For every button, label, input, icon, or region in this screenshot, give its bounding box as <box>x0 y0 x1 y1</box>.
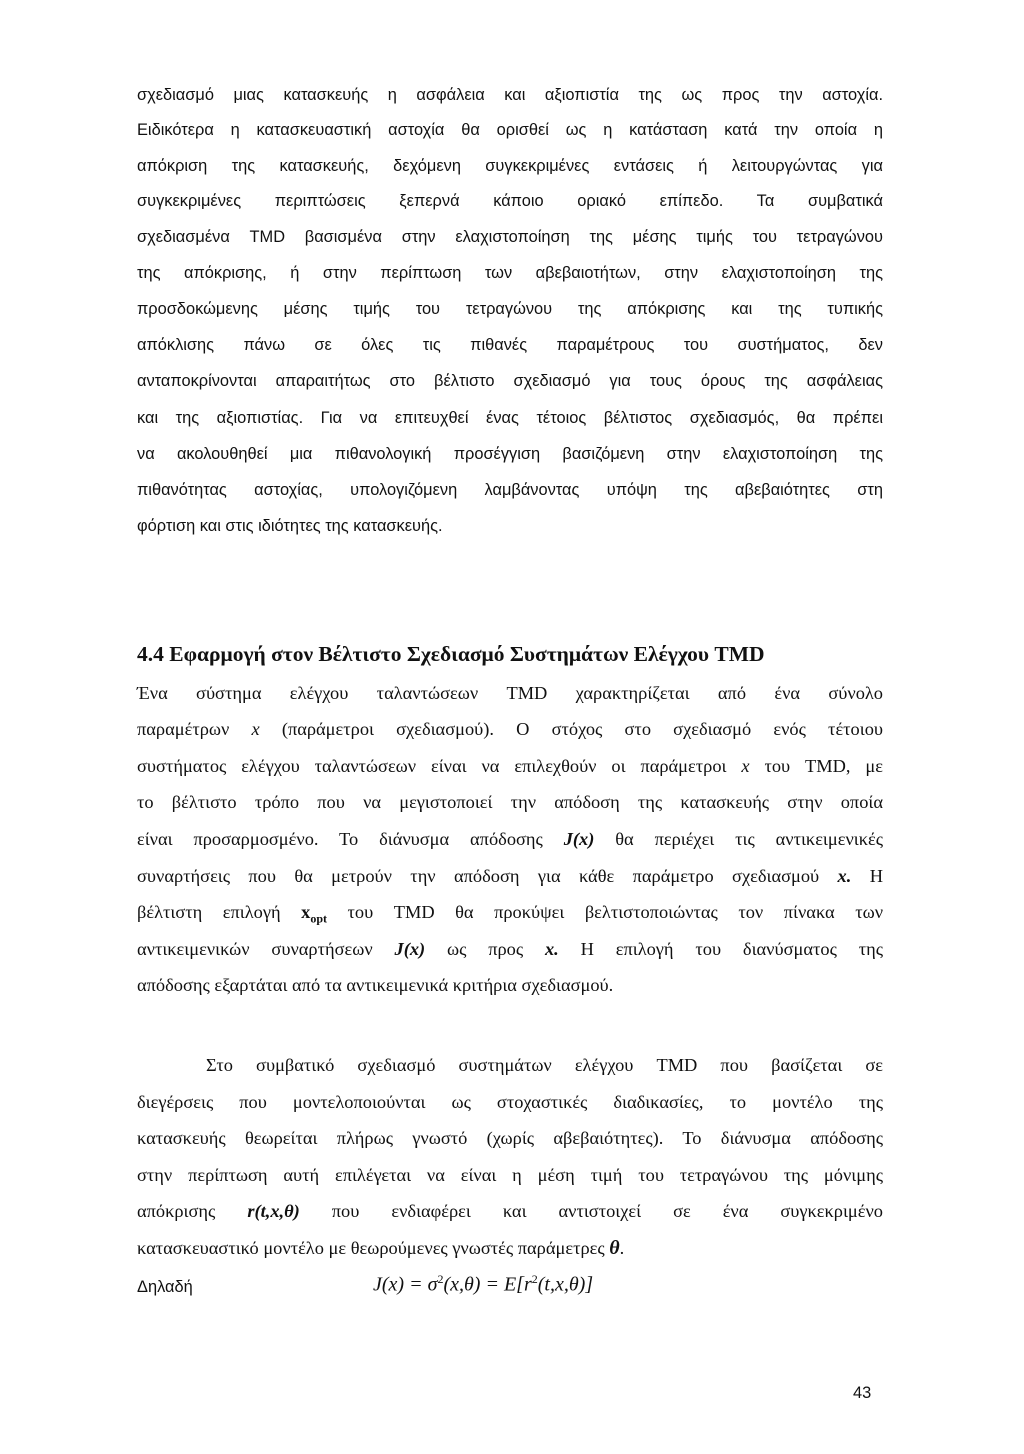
text-span: του TMD θα προκύψει βελτιστοποιώντας τον πίνακα των <box>327 902 884 922</box>
text-line: φόρτιση και στις ιδιότητες της κατασκευής. <box>137 517 443 535</box>
text-line <box>137 755 883 777</box>
text-line: σχεδιασμό μιας κατασκευής η ασφάλεια και αξιοπιστία της ως προς την αστοχία. <box>137 86 883 104</box>
text-line: απόκριση της κατασκευής, δεχόμενη συγκεκριμένες εντάσεις ή λειτουργώντας για <box>137 157 883 175</box>
text-line: στην περίπτωση αυτή επιλέγεται να είναι η μέση τιμή του τετραγώνου της μόνιμης <box>137 1165 883 1185</box>
text-line: συγκεκριμένες περιπτώσεις ξεπερνά κάποιο οριακό επίπεδο. Τα συμβατικά <box>137 192 883 210</box>
text-line: της απόκρισης, ή στην περίπτωση των αβεβαιοτήτων, στην ελαχιστοποίηση της <box>137 264 883 282</box>
text-line <box>137 1237 883 1259</box>
text-line: και της αξιοπιστίας. Για να επιτευχθεί ένας τέτοιος βέλτιστος σχεδιασμός, θα πρέπει <box>137 409 883 427</box>
text-span: είναι προσαρμοσμένο. Το διάνυσμα απόδοσης <box>137 829 564 849</box>
text-span: συστήματος ελέγχου ταλαντώσεων είναι να επιλεχθούν οι παράμετροι <box>137 756 742 776</box>
equation-middle: (x,θ) = E[r <box>443 1273 532 1296</box>
text-line: Ένα σύστημα ελέγχου ταλαντώσεων TMD χαρακτηρίζεται από ένα σύνολο <box>137 683 883 703</box>
text-line: Ειδικότερα η κατασκευαστική αστοχία θα ορισθεί ως η κατάσταση κατά την οποία η <box>137 121 883 139</box>
text-line <box>137 865 883 887</box>
text-span: κατασκευαστικό μοντέλο με θεωρούμενες γνωστές παράμετρες <box>137 1238 610 1258</box>
text-line: απόδοσης εξαρτάται από τα αντικειμενικά κριτήρια σχεδιασμού. <box>137 975 614 995</box>
theta-symbol: θ <box>609 1237 620 1259</box>
text-line <box>137 828 883 850</box>
equation-label: Δηλαδή <box>137 1278 193 1296</box>
text-line: σχεδιασμένα TMD βασισμένα στην ελαχιστοποίηση της μέσης τιμής του τετραγώνου <box>137 228 883 246</box>
text-line: προσδοκώμενης μέσης τιμής του τετραγώνου της απόκρισης και της τυπικής <box>137 300 883 318</box>
equation-superscript: 2 <box>531 1272 538 1286</box>
equation-rhs: (t,x,θ)] <box>537 1273 594 1296</box>
text-line: να ακολουθηθεί μια πιθανολογική προσέγγιση βασιζόμενη στην ελαχιστοποίηση της <box>137 445 883 463</box>
text-span: του TMD, με <box>749 756 883 776</box>
equation-lhs: J(x) = σ <box>373 1273 438 1296</box>
text-span: απόκρισης <box>137 1201 248 1221</box>
text-span: θα περιέχει τις αντικειμενικές <box>594 829 883 849</box>
text-line: κατασκευής θεωρείται πλήρως γνωστό (χωρίς αβεβαιότητες). Το διάνυσμα απόδοσης <box>137 1128 883 1148</box>
text-line: ανταποκρίνονται απαραιτήτως στο βέλτιστο σχεδιασμό για τους όρους της ασφάλειας <box>137 372 883 390</box>
text-span: Η επιλογή του διανύσματος της <box>558 939 883 959</box>
x-opt-subscript: opt <box>310 911 327 926</box>
equation <box>373 1272 593 1297</box>
text-line: πιθανότητας αστοχίας, υπολογιζόμενη λαμβάνοντας υπόψη της αβεβαιότητες στη <box>137 481 883 499</box>
text-line <box>137 1200 883 1222</box>
x-opt-symbol <box>301 902 327 926</box>
vector-x: x. <box>544 939 559 959</box>
response-function: r(t,x,θ) <box>247 1201 300 1221</box>
text-span: αντικειμενικών συναρτήσεων <box>137 939 395 959</box>
text-line: απόκλισης πάνω σε όλες τις πιθανές παραμέτρους του συστήματος, δεν <box>137 336 883 354</box>
text-span: . <box>619 1238 625 1258</box>
text-span: (παράμετροι σχεδιασμού). Ο στόχος στο σχεδιασμό ενός τέτοιου <box>259 719 883 739</box>
section-heading: 4.4 Εφαρμογή στον Βέλτιστο Σχεδιασμό Συστημάτων Ελέγχου TMD <box>137 642 765 666</box>
vector-x: x <box>741 756 750 776</box>
text-line: Στο συμβατικό σχεδιασμό συστημάτων ελέγχου TMD που βασίζεται σε <box>206 1055 883 1075</box>
page-number: 43 <box>853 1384 872 1402</box>
equation-superscript: 2 <box>437 1272 444 1286</box>
text-span: συναρτήσεις που θα μετρούν την απόδοση για κάθε παράμετρο σχεδιασμού <box>137 866 838 886</box>
text-span: βέλτιστη επιλογή <box>137 902 302 922</box>
performance-vector: J(x) <box>563 829 595 849</box>
text-line <box>137 938 883 960</box>
text-line <box>137 718 883 740</box>
vector-x: x <box>251 719 260 739</box>
performance-vector: J(x) <box>394 939 426 959</box>
text-line <box>137 901 883 930</box>
text-line: το βέλτιστο τρόπο που να μεγιστοποιεί την απόδοση της κατασκευής στην οποία <box>137 792 883 812</box>
text-span: Η <box>851 866 883 886</box>
text-span: που ενδιαφέρει και αντιστοιχεί σε ένα συγκεκριμένο <box>299 1201 883 1221</box>
text-line: διεγέρσεις που μοντελοποιούνται ως στοχαστικές διαδικασίες, το μοντέλο της <box>137 1092 883 1112</box>
vector-x: x. <box>837 866 852 886</box>
x-opt-base: x <box>301 902 311 922</box>
text-span: παραμέτρων <box>137 719 252 739</box>
text-span: ως προς <box>425 939 545 959</box>
